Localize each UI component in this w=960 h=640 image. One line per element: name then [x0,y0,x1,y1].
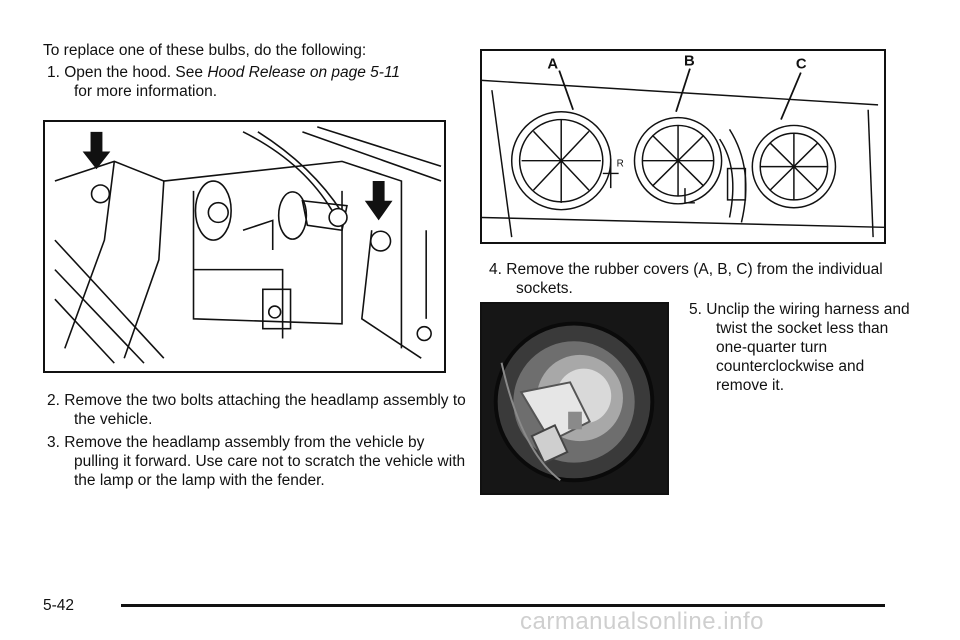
step-1 [47,63,474,101]
hood-release-link[interactable]: Hood Release on page 5-11 [207,64,401,81]
step-3-number: 3. [47,434,60,451]
step-1-text: Open the hood. See [64,64,208,81]
step-3 [47,433,466,490]
watermark: carmanualsonline.info [520,608,764,635]
step-3-text: Remove the headlamp assembly from the vehicle by pulling it forward. Use care not to scratch the vehicle with the lamp or the lamp with the fender. [64,434,466,489]
headlamp-bolts-illustration [43,120,446,373]
label-a: A [547,56,559,73]
page-number: 5-42 [43,597,75,614]
step-2 [47,391,466,429]
socket-photo [480,302,669,495]
rubber-covers-illustration [480,49,886,244]
step-4-text: Remove the rubber covers (A, B, C) from the individual sockets. [506,261,883,297]
label-c: C [795,56,807,73]
step-4-number: 4. [489,261,502,278]
label-b: B [683,53,695,70]
footer-rule [121,604,885,607]
step-1-text-end: for more information. [74,83,217,100]
label-r: R [616,158,624,170]
step-5-text: Unclip the wiring harness and twist the socket less than one-quarter turn counterclockwise and remove it. [706,301,910,394]
step-2-text: Remove the two bolts attaching the headlamp assembly to the vehicle. [64,392,466,428]
step-1-number: 1. [47,64,60,81]
step-2-number: 2. [47,392,60,409]
step-4 [489,260,916,298]
step-5-number: 5. [689,301,702,318]
intro-text: To replace one of these bulbs, do the following: [43,42,367,59]
step-5 [689,300,916,395]
